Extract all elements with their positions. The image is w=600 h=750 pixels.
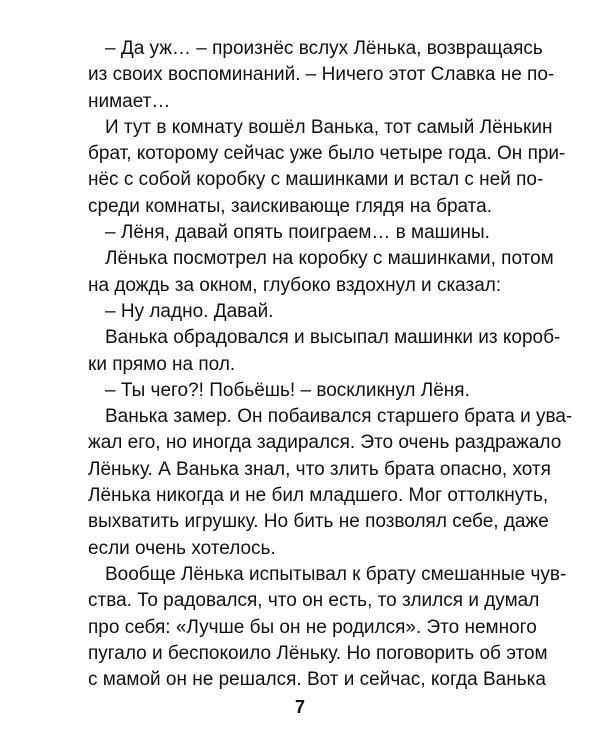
text-line: на дождь за окном, глубоко вздохнул и сказал: [88, 274, 502, 296]
text-line: Лёнька никогда и не бил младшего. Мог оттолкнуть, [88, 485, 549, 507]
text-line: – Лёня, давай опять поиграем… в машины. [105, 222, 490, 244]
text-line: если очень хотелось. [88, 537, 276, 559]
text-line: ства. То радовался, что он есть, то злился и думал [88, 590, 540, 612]
text-line: Лёньку. А Ванька знал, что злить брата опасно, хотя [88, 458, 551, 480]
text-line: нёс с собой коробку с машинками и встал с ней по- [88, 169, 544, 191]
text-line: И тут в комнату вошёл Ванька, тот самый Лёнькин [105, 116, 553, 138]
text-line: выхватить игрушку. Но бить не позволял себе, даже [88, 511, 549, 533]
text-line: Ванька обрадовался и высыпал машинки из короб- [105, 327, 561, 349]
text-line: нимает… [88, 90, 171, 112]
body-text [88, 36, 573, 693]
text-line: про себя: «Лучше бы он не родился». Это немного [88, 616, 537, 638]
text-line: среди комнаты, заискивающе глядя на брата. [88, 195, 493, 217]
text-line: жал его, но иногда задирался. Это очень раздражало [88, 432, 562, 454]
text-line: – Ну ладно. Давай. [105, 300, 274, 322]
text-line: Ванька замер. Он побаивался старшего брата и ува- [105, 406, 573, 428]
text-line: Вообще Лёнька испытывал к брату смешанные чув- [105, 563, 567, 585]
text-line: ки прямо на пол. [88, 353, 236, 375]
text-line: пугало и беспокоило Лёньку. Но поговорить об этом [88, 642, 548, 664]
text-line: брат, которому сейчас уже было четыре года. Он при- [88, 143, 566, 165]
text-line: – Ты чего?! Побьёшь! – воскликнул Лёня. [105, 379, 470, 401]
text-line: Лёнька посмотрел на коробку с машинками, потом [105, 248, 554, 270]
text-line: с мамой он не решался. Вот и сейчас, когда Ванька [88, 669, 546, 691]
text-line: – Да уж… – произнёс вслух Лёнька, возвращаясь [105, 38, 543, 59]
text-line: из своих воспоминаний. – Ничего этот Славка не по- [88, 64, 555, 86]
page-number: 7 [294, 697, 305, 717]
